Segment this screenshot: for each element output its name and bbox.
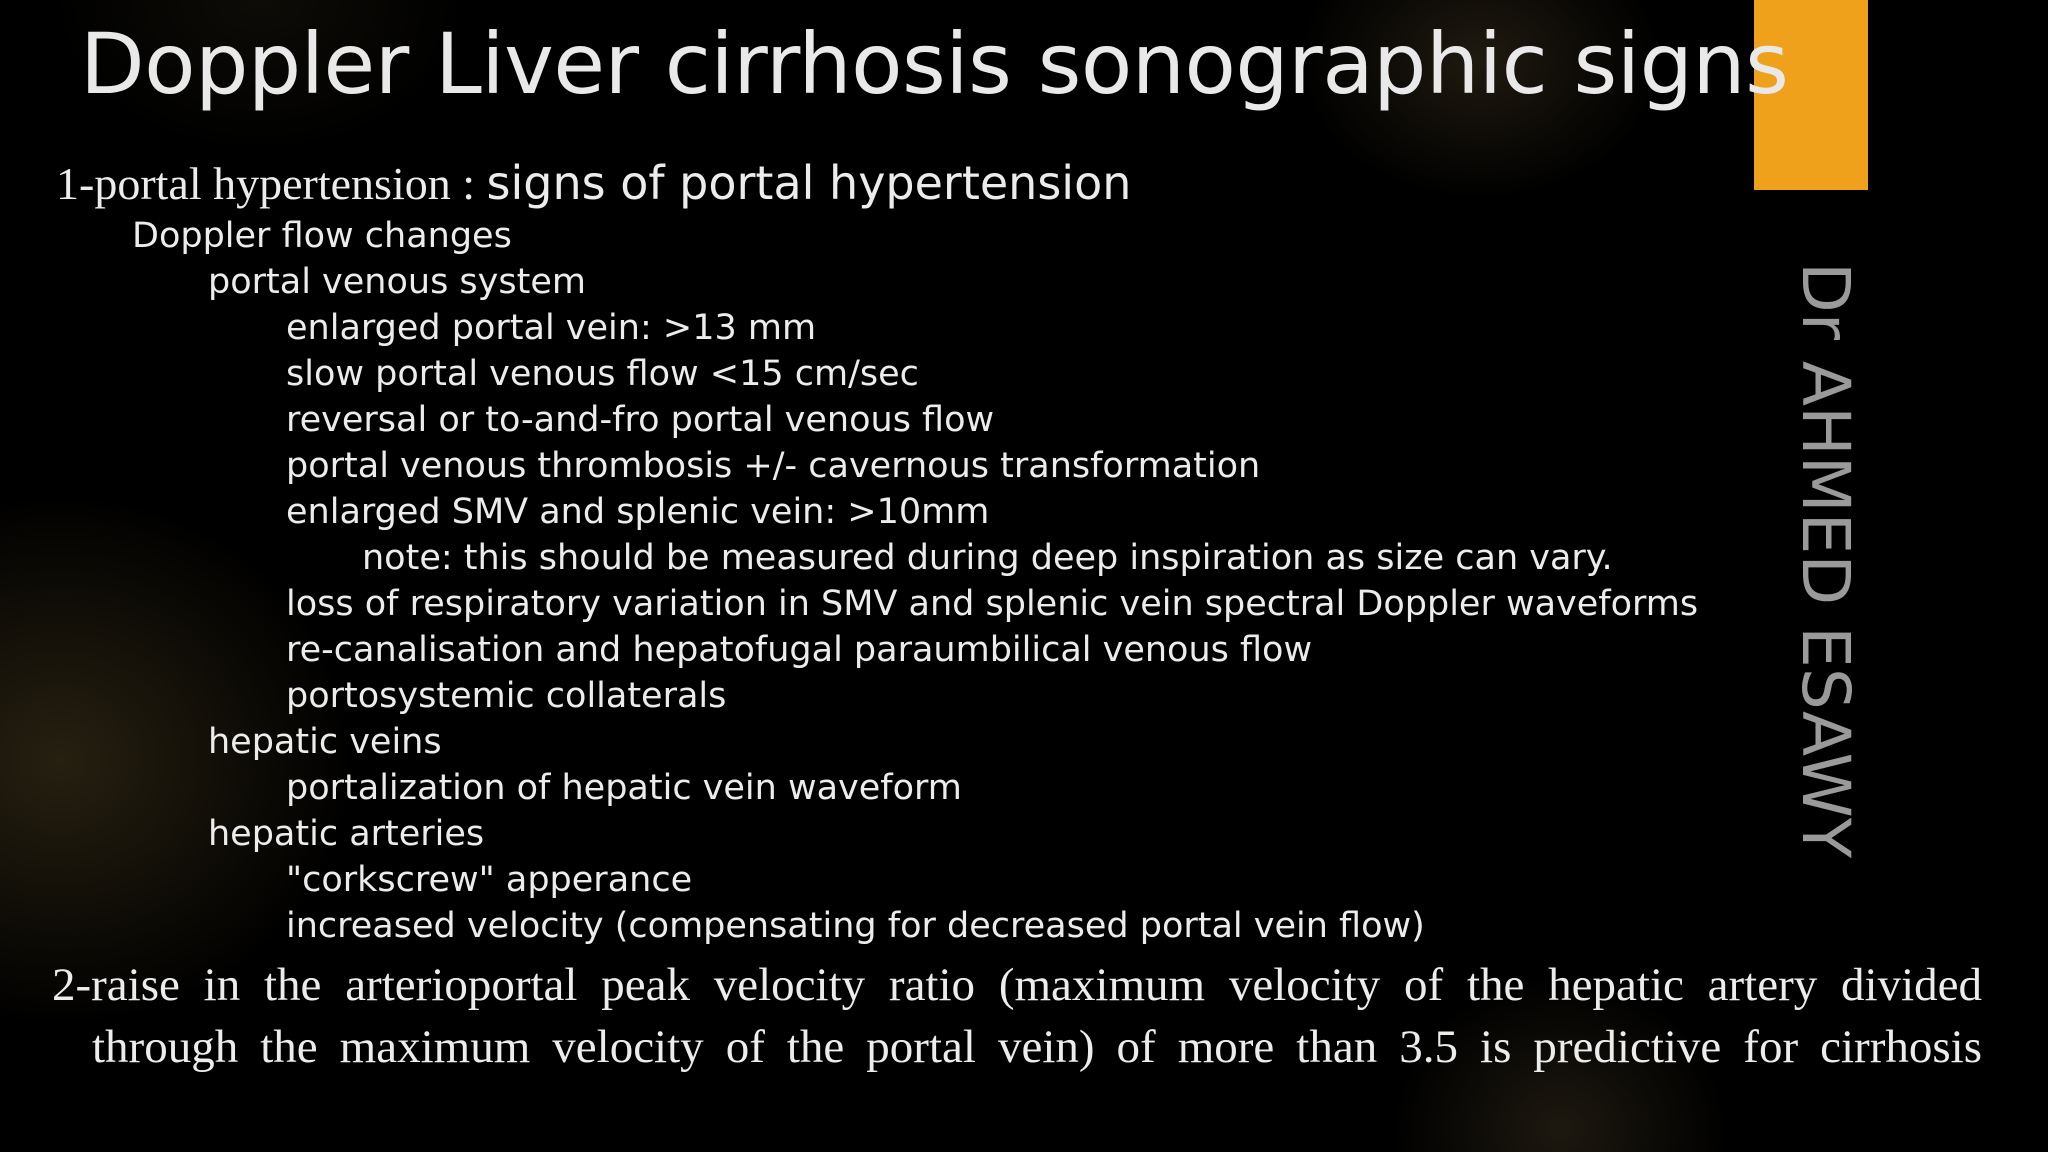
bullet-portal-thrombosis: portal venous thrombosis +/- cavernous transformation xyxy=(286,446,1261,486)
bullet-enlarged-smv: enlarged SMV and splenic vein: >10mm xyxy=(286,492,990,532)
bullet-reversal-flow: reversal or to-and-fro portal venous flow xyxy=(286,400,995,440)
bullet-measurement-note: note: this should be measured during deep inspiration as size can vary. xyxy=(362,538,1613,578)
section-2-paragraph xyxy=(52,954,1982,1078)
bullet-loss-respiratory-variation: loss of respiratory variation in SMV and splenic vein spectral Doppler waveforms xyxy=(286,584,1699,624)
bullet-enlarged-portal-vein: enlarged portal vein: >13 mm xyxy=(286,308,817,348)
section-1-separator: : xyxy=(450,158,487,209)
section-2-line-2: through the maximum velocity of the portal vein) of more than 3.5 is predictive for cirrhosis xyxy=(92,1021,1982,1073)
slide-title: Doppler Liver cirrhosis sonographic signs xyxy=(80,15,1789,113)
bullet-portosystemic-collaterals: portosystemic collaterals xyxy=(286,676,727,716)
bullet-doppler-flow-changes: Doppler flow changes xyxy=(132,216,512,256)
bullet-corkscrew-appearance: "corkscrew" apperance xyxy=(286,860,693,900)
bullet-slow-portal-flow: slow portal venous flow <15 cm/sec xyxy=(286,354,919,394)
author-watermark: Dr AHMED ESAWY xyxy=(1787,262,1864,859)
section-1-subtitle: signs of portal hypertension xyxy=(486,156,1132,210)
bullet-recanalisation: re-canalisation and hepatofugal paraumbilical venous flow xyxy=(286,630,1313,670)
bullet-hepatic-arteries: hepatic arteries xyxy=(208,814,485,854)
section-1-number-label: 1-portal hypertension xyxy=(56,158,451,209)
bullet-portalization-waveform: portalization of hepatic vein waveform xyxy=(286,768,962,808)
section-1-heading xyxy=(56,156,1131,210)
bullet-portal-venous-system: portal venous system xyxy=(208,262,586,302)
section-2-line-1: 2-raise in the arterioportal peak velocity ratio (maximum velocity of the hepatic artery divided xyxy=(52,959,1982,1011)
bullet-increased-velocity: increased velocity (compensating for decreased portal vein flow) xyxy=(286,906,1425,946)
bullet-hepatic-veins: hepatic veins xyxy=(208,722,442,762)
